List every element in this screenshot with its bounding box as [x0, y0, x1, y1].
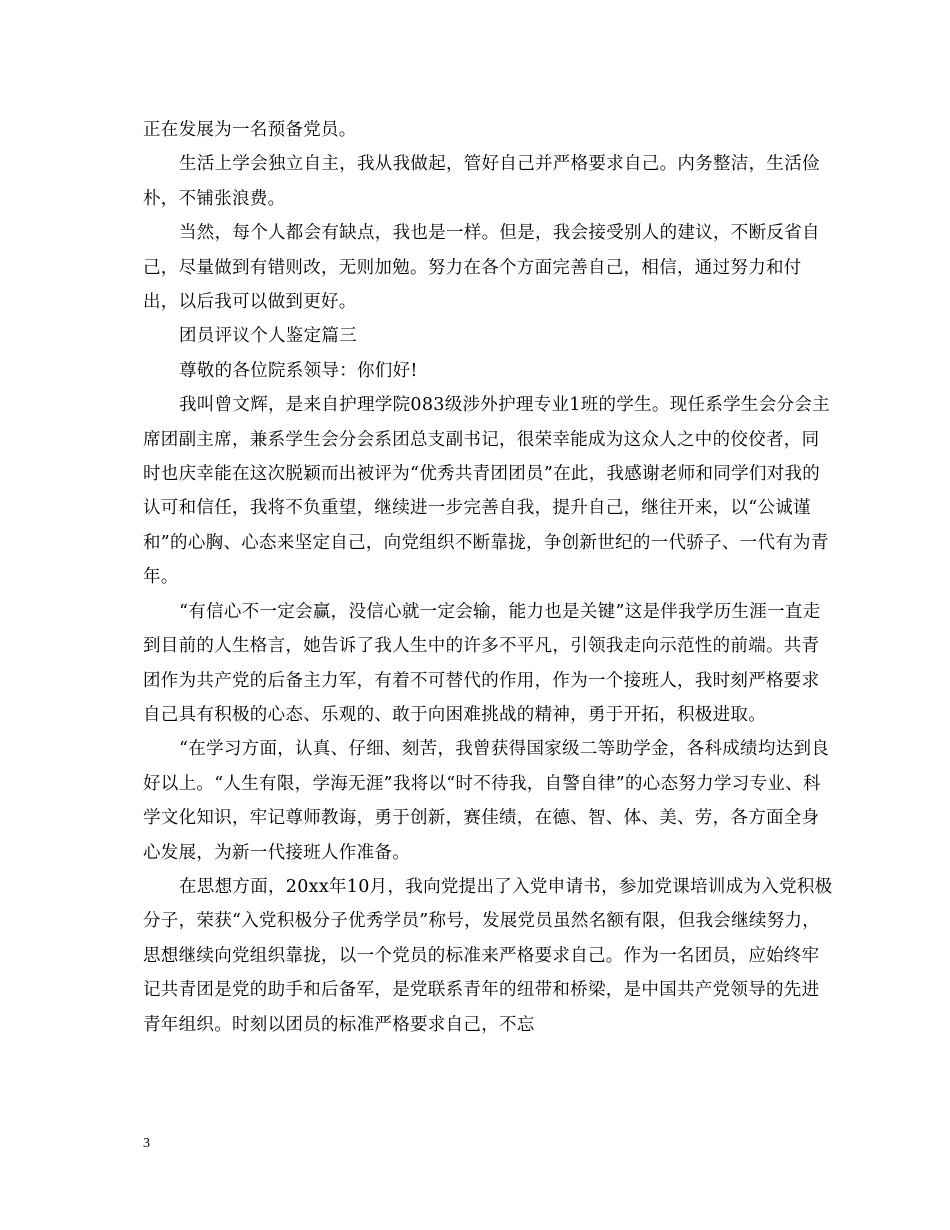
paragraph-life: 生活上学会独立自主，我从我做起，管好自己并严格要求自己。内务整洁，生活俭朴，不铺张浪费。 [143, 154, 820, 209]
page-number: 3 [143, 1136, 150, 1151]
paragraph-introduction: 我叫曾文辉，是来自护理学院083级涉外护理专业1班的学生。现任系学生会分会主席团副主席，兼系学生会分会系团总支副书记，很荣幸能成为这众人之中的佼佼者，同时也庆幸能在这次脱颖而出被评为“优秀共青团团员”在此，我感谢老师和同学们对我的认可和信任，我将不负重望，继续进一步完善自我，提升自己，继往开来，以“公诚谨和”的心胸、心态来坚定自己，向党组织不断靠拢，争创新世纪的一代骄子、一代有为青年。 [143, 395, 830, 588]
paragraph-study: “在学习方面，认真、仔细、刻苦，我曾获得国家级二等助学金，各科成绩均达到良好以上。“人生有限，学海无涯”我将以“时不待我，自警自律”的心态努力学习专业、科学文化知识，牢记尊师教诲，勇于创新，赛佳绩，在德、智、体、美、劳，各方面全身心发展，为新一代接班人作准备。 [143, 739, 830, 863]
paragraph-continuation: 正在发展为一名预备党员。 [143, 120, 357, 140]
document-body [143, 113, 833, 1042]
paragraph-thought: 在思想方面，20xx年10月，我向党提出了入党申请书，参加党课培训成为入党积极分子，荣获“入党积极分子优秀学员”称号，发展党员虽然名额有限，但我会继续努力，思想继续向党组织靠拢，以一个党员的标准来严格要求自己。作为一名团员，应始终牢记共青团是党的助手和后备军，是党联系青年的纽带和桥梁，是中国共产党领导的先进青年组织。时刻以团员的标准严格要求自己，不忘 [143, 876, 833, 1035]
section-heading: 团员评议个人鉴定篇三 [179, 326, 357, 347]
paragraph-shortcomings: 当然，每个人都会有缺点，我也是一样。但是，我会接受别人的建议，不断反省自己，尽量做到有错则改，无则加勉。努力在各个方面完善自己，相信，通过努力和付出，以后我可以做到更好。 [143, 223, 820, 313]
salutation: 尊敬的各位院系领导：你们好! [179, 360, 418, 381]
paragraph-motto: “有信心不一定会赢，没信心就一定会输，能力也是关键”这是伴我学历生涯一直走到目前的人生格言，她告诉了我人生中的许多不平凡，引领我走向示范性的前端。共青团作为共产党的后备主力军，有着不可替代的作用，作为一个接班人，我时刻严格要求自己具有积极的心态、乐观的、敢于向困难挑战的精神，勇于开拓，积极进取。 [143, 601, 821, 725]
